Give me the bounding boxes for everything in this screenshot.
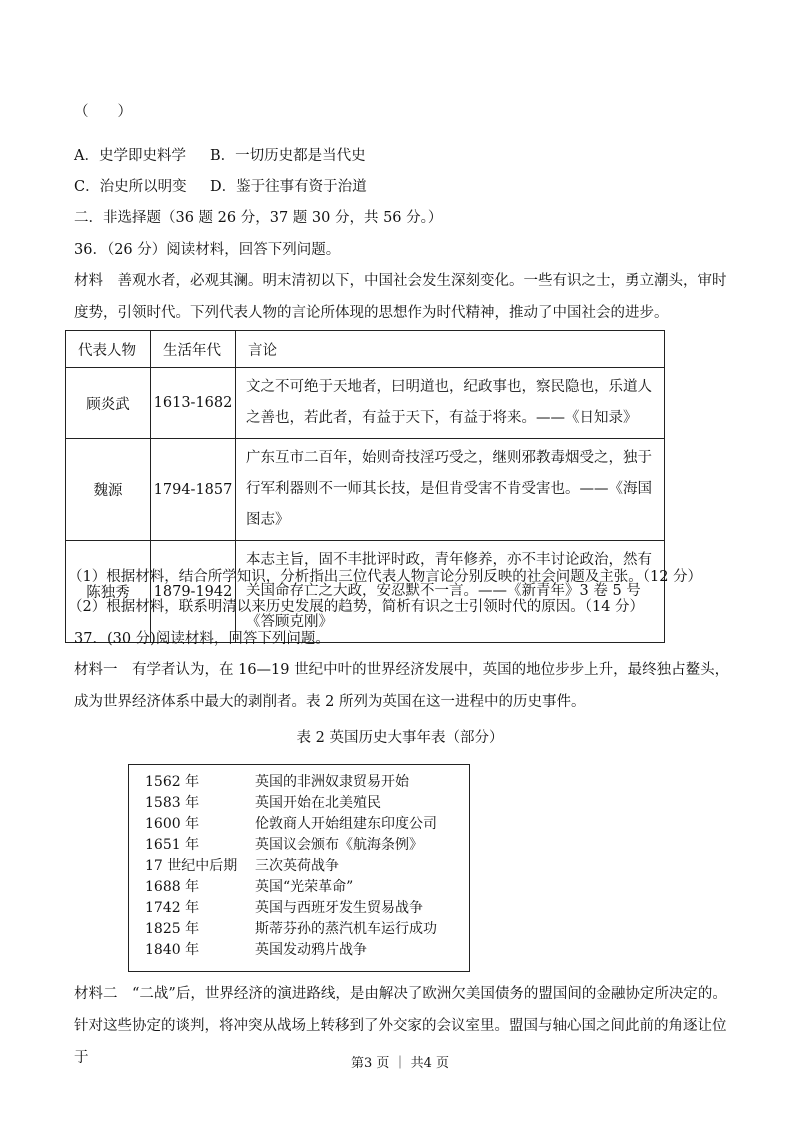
event-text: 三次英荷战争	[255, 858, 339, 874]
option-d: D．鉴于往事有资于治道	[210, 179, 367, 195]
option-c: C．治史所以明变	[74, 179, 187, 195]
table-row	[66, 541, 665, 643]
event-year: 1600 年	[145, 816, 200, 832]
event-text: 英国发动鸦片战争	[255, 942, 367, 958]
person-quote: 文之不可绝于天地者，曰明道也，纪政事也，察民隐也，乐道人之善也，若此者，有益于天下，有益于将来。——《日知录》	[236, 368, 665, 439]
answer-paren: （ ）	[74, 104, 132, 120]
event-text: 伦敦商人开始组建东印度公司	[255, 816, 437, 832]
q37-material1: 材料一 有学者认为，在 16—19 世纪中叶的世界经济发展中，英国的地位步步上升，最终独占鳌头，成为世界经济体系中最大的剥削者。表 2 所列为英国在这一进程中的历史事件。	[74, 662, 730, 710]
q36-sub2: （2）根据材料，联系明清以来历史发展的趋势，简析有识之士引领时代的原因。（14 分）	[68, 599, 645, 615]
event-year: 1840 年	[145, 942, 200, 958]
list-item	[129, 814, 469, 835]
event-year: 1825 年	[145, 921, 200, 937]
event-year: 1583 年	[145, 795, 200, 811]
option-a: A．史学即史料学	[74, 148, 186, 164]
table-row	[66, 439, 665, 541]
person-quote: 广东互市二百年，始则奇技淫巧受之，继则邪教毒烟受之，独于行军利器则不一师其长技，是但肯受害不肯受害也。——《海国图志》	[236, 439, 665, 541]
list-item	[129, 856, 469, 877]
person-name: 陈独秀	[66, 541, 151, 643]
header-years: 生活年代	[151, 331, 236, 368]
options-row-2	[74, 177, 730, 197]
events-table	[128, 764, 470, 972]
table-row	[66, 368, 665, 439]
event-text: 英国与西班牙发生贸易战争	[255, 900, 423, 916]
event-text: 英国议会颁布《航海条例》	[255, 837, 423, 853]
table-caption: 表 2 英国历史大事年表（部分）	[296, 730, 504, 746]
list-item	[129, 793, 469, 814]
list-item	[129, 877, 469, 898]
person-years: 1613-1682	[151, 368, 236, 439]
header-quote: 言论	[236, 331, 665, 368]
q36-sub1: （1）根据材料，结合所学知识，分析指出三位代表人物言论分别反映的社会问题及主张。（12 分）	[68, 569, 703, 585]
table-header-row	[66, 331, 665, 368]
event-text: 斯蒂芬孙的蒸汽机车运行成功	[255, 921, 437, 937]
list-item	[129, 772, 469, 793]
q36-stem: 36．（26 分）阅读材料，回答下列问题。	[74, 242, 341, 258]
event-year: 1562 年	[145, 774, 200, 790]
event-year: 1688 年	[145, 879, 200, 895]
event-text: 英国“光荣革命”	[255, 879, 354, 895]
list-item	[129, 898, 469, 919]
person-quote: 本志主旨，固不丰批评时政，青年修养，亦不丰讨论政治，然有关国命存亡之大政，安忍默不一言。——《新青年》3 卷 5 号《答顾克刚》	[236, 541, 665, 643]
event-year: 1651 年	[145, 837, 200, 853]
event-year: 1742 年	[145, 900, 200, 916]
q37-stem: 37．(30 分)阅读材料，回答下列问题。	[74, 631, 330, 647]
person-years: 1879-1942	[151, 541, 236, 643]
person-years: 1794-1857	[151, 439, 236, 541]
event-year: 17 世纪中后期	[145, 858, 238, 874]
option-b: B．一切历史都是当代史	[210, 148, 366, 164]
header-person: 代表人物	[66, 331, 151, 368]
page-footer: 第3 页 ｜ 共4 页	[350, 1056, 450, 1071]
event-text: 英国开始在北美殖民	[255, 795, 381, 811]
list-item	[129, 835, 469, 856]
list-item	[129, 940, 469, 961]
q37-material2: 材料二 “二战”后，世界经济的演进路线，是由解决了欧洲欠美国债务的盟国间的金融协定所决定的。针对这些协定的谈判，将冲突从战场上转移到了外交家的会议室里。盟国与轴心国之间此前的角逐让位于	[74, 986, 727, 1066]
options-row-1	[74, 146, 730, 166]
person-name: 魏源	[66, 439, 151, 541]
event-text: 英国的非洲奴隶贸易开始	[255, 774, 409, 790]
q36-material: 材料 善观水者，必观其澜。明末清初以下，中国社会发生深刻变化。一些有识之士，勇立潮头，审时度势，引领时代。下列代表人物的言论所体现的思想作为时代精神，推动了中国社会的进步。	[74, 273, 727, 321]
list-item	[129, 919, 469, 940]
person-name: 顾炎武	[66, 368, 151, 439]
section-title: 二．非选择题（36 题 26 分，37 题 30 分，共 56 分。）	[74, 210, 443, 226]
